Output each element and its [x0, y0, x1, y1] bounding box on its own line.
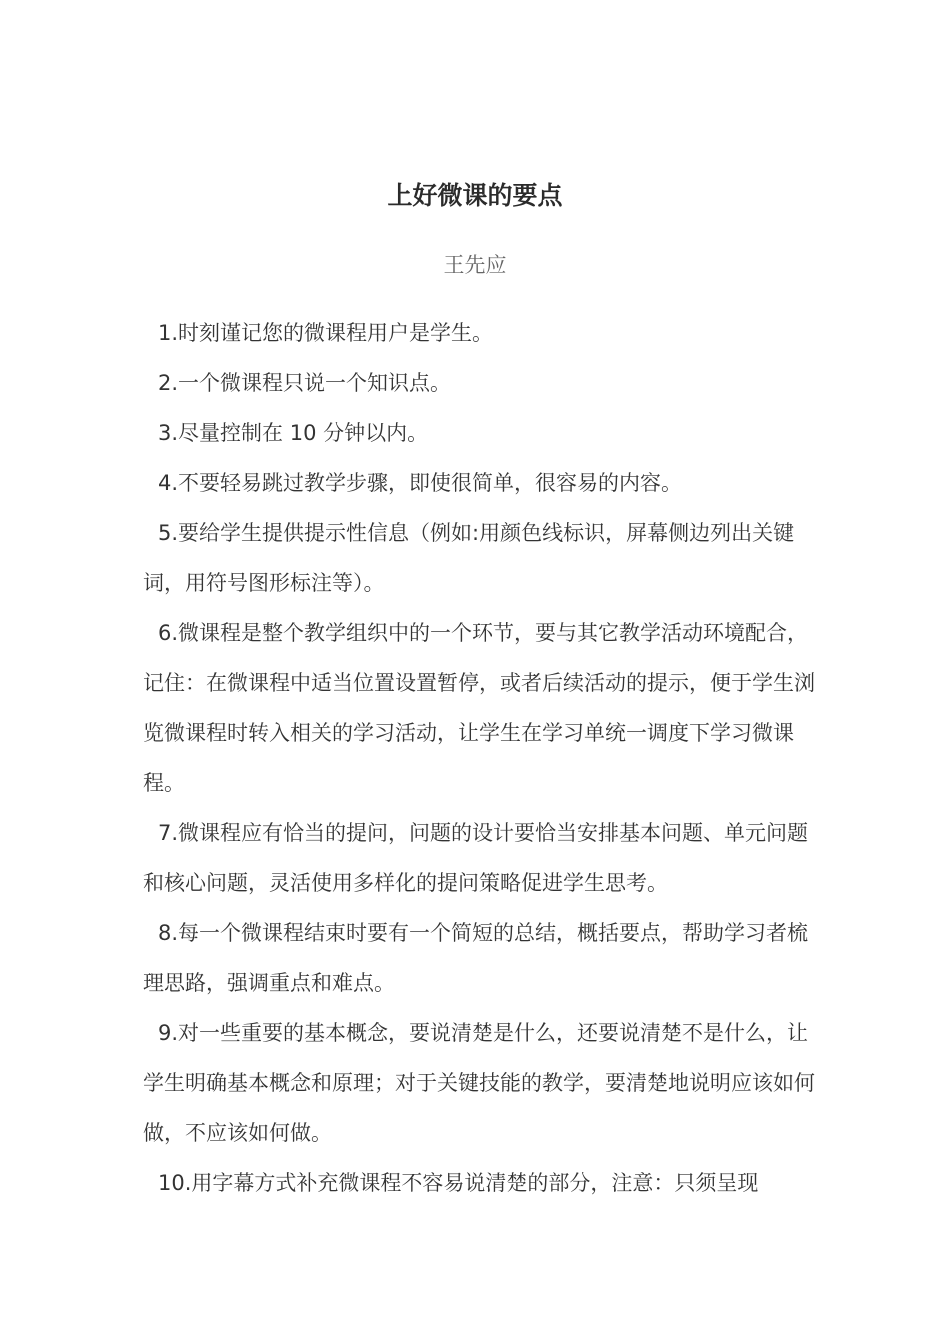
list-item: 2.一个微课程只说一个知识点。: [158, 371, 452, 395]
list-item: 6.微课程是整个教学组织中的一个环节，要与其它教学活动环境配合，记住：在微课程中适当位置设置暂停，或者后续活动的提示，便于学生浏览微课程时转入相关的学习活动，让学生在学习单统一调度下学习微课程。: [143, 621, 815, 795]
list-item: 5.要给学生提供提示性信息（例如:用颜色线标识，屏幕侧边列出关键词，用符号图形标注等）。: [143, 521, 795, 595]
list-item: 4.不要轻易跳过教学步骤，即使很简单，很容易的内容。: [158, 471, 683, 495]
document-title: 上好微课的要点: [387, 181, 563, 210]
document-author: 王先应: [443, 253, 507, 277]
list-item: 3.尽量控制在 10 分钟以内。: [158, 421, 429, 445]
list-item: 10.用字幕方式补充微课程不容易说清楚的部分，注意：只须呈现: [158, 1171, 759, 1195]
list-item: 1.时刻谨记您的微课程用户是学生。: [158, 321, 494, 345]
list-item: 9.对一些重要的基本概念，要说清楚是什么，还要说清楚不是什么，让学生明确基本概念和原理；对于关键技能的教学，要清楚地说明应该如何做，不应该如何做。: [143, 1021, 815, 1145]
list-item: 8.每一个微课程结束时要有一个简短的总结，概括要点，帮助学习者梳理思路，强调重点和难点。: [143, 921, 809, 995]
list-item: 7.微课程应有恰当的提问，问题的设计要恰当安排基本问题、单元问题和核心问题，灵活使用多样化的提问策略促进学生思考。: [143, 821, 809, 895]
document-body: [143, 308, 815, 1208]
